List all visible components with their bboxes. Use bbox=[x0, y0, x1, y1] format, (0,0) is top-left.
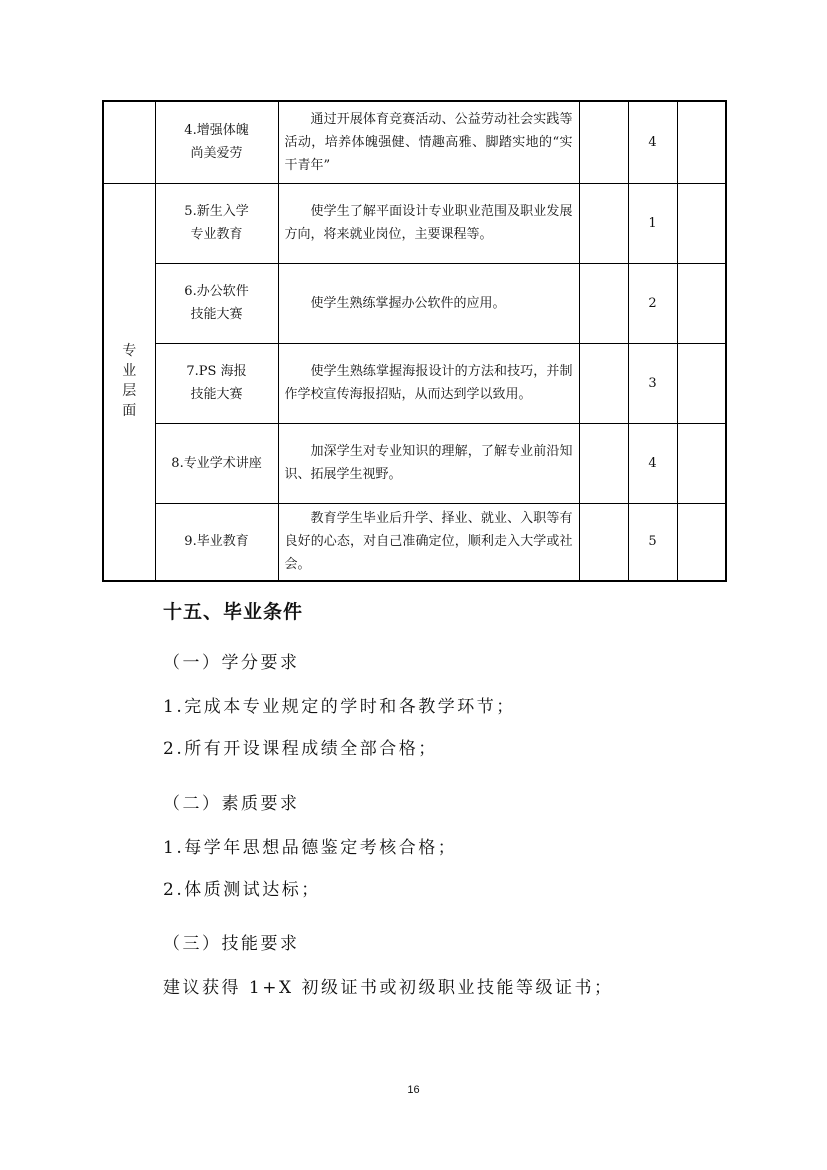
blank-cell bbox=[677, 423, 726, 503]
section-title: 十五、毕业条件 bbox=[163, 601, 304, 623]
activity-description-cell bbox=[278, 423, 579, 503]
activity-description-cell bbox=[278, 183, 579, 263]
blank-cell bbox=[677, 263, 726, 343]
activity-description-cell bbox=[278, 263, 579, 343]
blank-cell bbox=[579, 343, 628, 423]
activity-name-line1: 5.新生入学 bbox=[184, 204, 249, 219]
activity-description-cell bbox=[278, 101, 579, 183]
activity-name-line1: 6.办公软件 bbox=[184, 284, 249, 299]
activity-description-cell bbox=[278, 343, 579, 423]
activity-name-cell bbox=[155, 503, 278, 581]
activity-number: 1 bbox=[628, 183, 677, 263]
activity-description: 教育学生毕业后升学、择业、就业、入职等有良好的心态，对自己准确定位，顺利走入大学或社会。 bbox=[284, 511, 573, 573]
activity-name-line1: 9.毕业教育 bbox=[184, 534, 249, 550]
blank-cell bbox=[579, 423, 628, 503]
activity-table bbox=[102, 100, 727, 582]
activity-name-cell bbox=[155, 263, 278, 343]
activity-description: 加深学生对专业知识的理解，了解专业前沿知识、拓展学生视野。 bbox=[284, 444, 573, 482]
table-row bbox=[103, 343, 726, 423]
credit-requirement-item: 2.所有开设课程成绩全部合格； bbox=[163, 739, 438, 759]
blank-cell bbox=[579, 503, 628, 581]
quality-requirement-item: 2.体质测试达标； bbox=[163, 880, 321, 900]
activity-description: 使学生熟练掌握办公软件的应用。 bbox=[310, 295, 506, 311]
activity-name-line1: 8.专业学术讲座 bbox=[171, 455, 262, 471]
activity-name-line1: 4.增强体魄 bbox=[184, 123, 249, 139]
activity-description: 使学生熟练掌握海报设计的方法和技巧，并制作学校宣传海报招贴，从而达到学以致用。 bbox=[284, 364, 573, 402]
activity-name-cell bbox=[155, 423, 278, 503]
activity-name-line2: 技能大赛 bbox=[190, 307, 243, 322]
activity-number: 5 bbox=[628, 503, 677, 581]
activity-number: 4 bbox=[628, 423, 677, 503]
category-cell-empty bbox=[103, 101, 155, 183]
activity-name-cell bbox=[155, 343, 278, 423]
table-row bbox=[103, 503, 726, 581]
activity-description: 通过开展体育竞赛活动、公益劳动社会实践等活动，培养体魄强健、情趣高雅、脚踏实地的“实干青年” bbox=[284, 111, 573, 173]
blank-cell bbox=[579, 183, 628, 263]
activity-name-cell bbox=[155, 101, 278, 183]
blank-cell bbox=[677, 183, 726, 263]
activity-number: 4 bbox=[628, 101, 677, 183]
activity-description-cell bbox=[278, 503, 579, 581]
quality-requirement-item: 1.每学年思想品德鉴定考核合格； bbox=[163, 838, 458, 858]
blank-cell bbox=[677, 343, 726, 423]
table-row bbox=[103, 101, 726, 183]
activity-number: 3 bbox=[628, 343, 677, 423]
category-label: 专业层面 bbox=[122, 342, 137, 419]
activity-name-line2: 专业教育 bbox=[190, 227, 243, 242]
activity-description: 使学生了解平面设计专业职业范围及职业发展方向，将来就业岗位，主要课程等。 bbox=[284, 204, 573, 242]
skill-requirement-item: 建议获得 1+X 初级证书或初级职业技能等级证书； bbox=[163, 978, 614, 998]
blank-cell bbox=[677, 101, 726, 183]
activity-number: 2 bbox=[628, 263, 677, 343]
quality-requirements-heading: （二）素质要求 bbox=[163, 794, 300, 814]
page-number: 16 bbox=[407, 1084, 420, 1096]
activity-name-line1: 7.PS 海报 bbox=[186, 364, 247, 379]
credit-requirements-heading: （一）学分要求 bbox=[163, 653, 300, 673]
credit-requirement-item: 1.完成本专业规定的学时和各教学环节； bbox=[163, 697, 516, 717]
table-row bbox=[103, 263, 726, 343]
table-row bbox=[103, 423, 726, 503]
skill-requirements-heading: （三）技能要求 bbox=[163, 934, 300, 954]
activity-name-line2: 尚美爱劳 bbox=[190, 146, 243, 162]
blank-cell bbox=[579, 263, 628, 343]
category-cell bbox=[103, 183, 155, 581]
activity-name-line2: 技能大赛 bbox=[190, 387, 243, 402]
blank-cell bbox=[677, 503, 726, 581]
blank-cell bbox=[579, 101, 628, 183]
activity-name-cell bbox=[155, 183, 278, 263]
table-row bbox=[103, 183, 726, 263]
